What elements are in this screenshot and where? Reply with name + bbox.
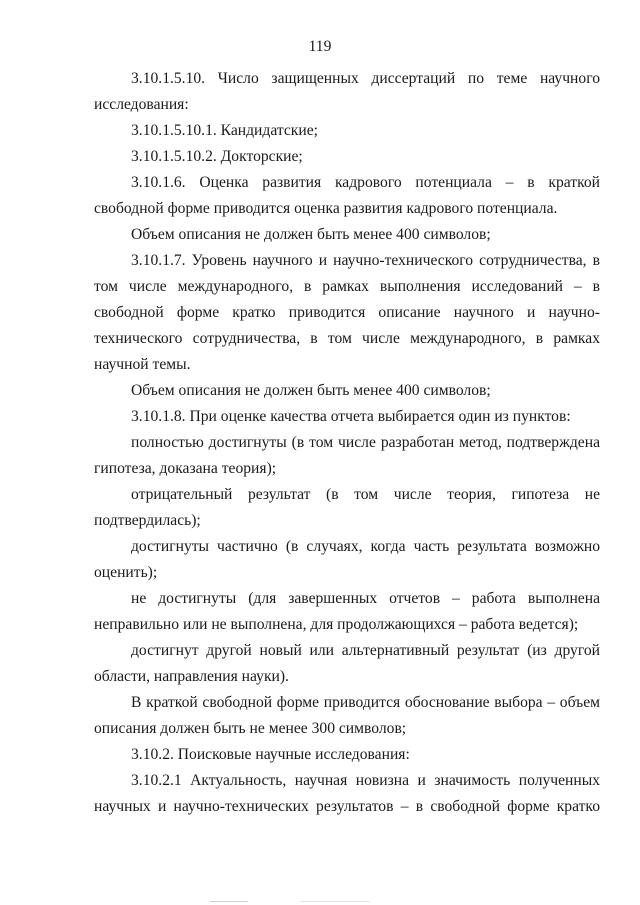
option-not-achieved: не достигнуты (для завершенных отчетов – работа выполнена неправильно или не выполнена, для продолжающихся – работа ведется); bbox=[94, 590, 600, 633]
option-partially-achieved: достигнуты частично (в случаях, когда часть результата возможно оценить); bbox=[94, 538, 600, 581]
page-number: 119 bbox=[308, 38, 332, 55]
paragraph-3-10-1-5-10: 3.10.1.5.10. Число защищенных диссертаций по теме научного исследования: bbox=[94, 70, 600, 113]
paragraph-3-10-1-6: 3.10.1.6. Оценка развития кадрового потенциала – в краткой свободной форме приводится оценка развития кадрового потенциала. bbox=[94, 174, 600, 217]
paragraph-volume-400-b: Объем описания не должен быть менее 400 символов; bbox=[131, 382, 491, 399]
paragraph-3-10-1-8: 3.10.1.8. При оценке качества отчета выбирается один из пунктов: bbox=[131, 408, 571, 425]
paragraph-3-10-2-1: 3.10.2.1 Актуальность, научная новизна и значимость полученных научных и научно-технических результатов – в свободной форме кратко bbox=[94, 772, 600, 815]
scan-artifact-line bbox=[300, 901, 370, 902]
document-body bbox=[94, 66, 600, 820]
scan-artifact-line bbox=[210, 901, 248, 902]
option-fully-achieved: полностью достигнуты (в том числе разработан метод, подтверждена гипотеза, доказана теория); bbox=[94, 434, 600, 477]
paragraph-3-10-1-7: 3.10.1.7. Уровень научного и научно-технического сотрудничества, в том числе международного, в рамках выполнения исследований – в свободной форме кратко приводится описание научного и научно-технического сотрудничества, в том числе международного, в рамках научной темы. bbox=[94, 252, 600, 373]
option-alternative-result: достигнут другой новый или альтернативный результат (из другой области, направления науки). bbox=[94, 642, 600, 685]
option-negative-result: отрицательный результат (в том числе теория, гипотеза не подтвердилась); bbox=[94, 486, 600, 529]
paragraph-candidate-theses: 3.10.1.5.10.1. Кандидатские; bbox=[131, 122, 318, 139]
paragraph-justification: В краткой свободной форме приводится обоснование выбора – объем описания должен быть не менее 300 символов; bbox=[94, 694, 600, 737]
paragraph-3-10-2: 3.10.2. Поисковые научные исследования: bbox=[131, 746, 410, 763]
paragraph-volume-400-a: Объем описания не должен быть менее 400 символов; bbox=[131, 226, 491, 243]
paragraph-doctoral-theses: 3.10.1.5.10.2. Докторские; bbox=[131, 148, 303, 165]
